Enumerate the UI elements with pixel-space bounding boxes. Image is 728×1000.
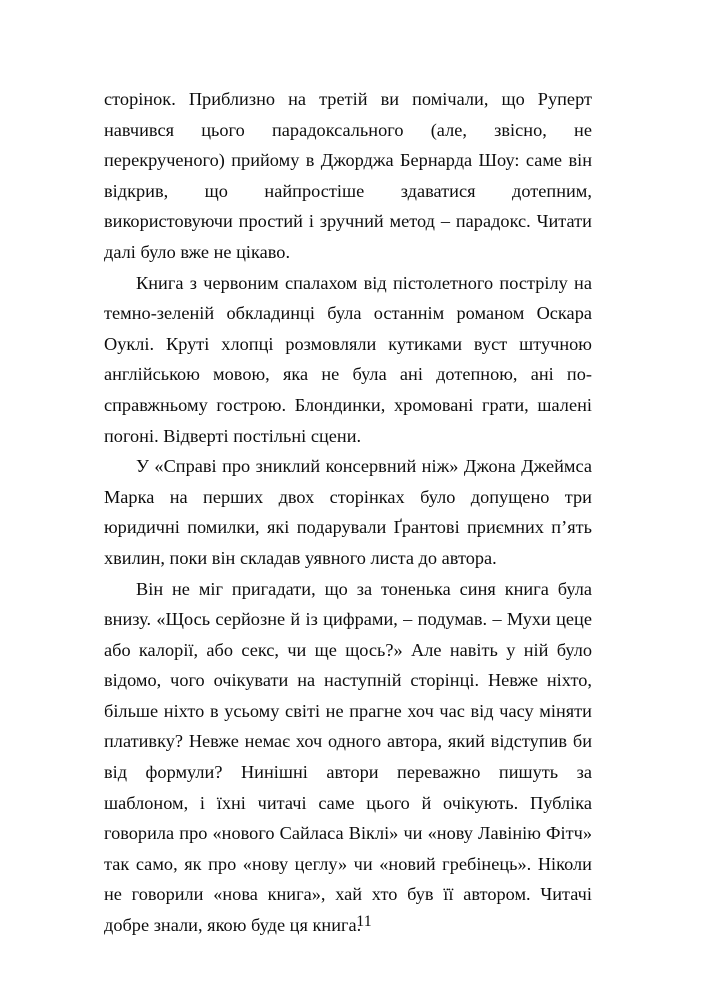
page-number: 11 <box>356 913 372 930</box>
paragraph: Він не міг пригадати, що за тоненька синя книга була внизу. «Щось серйозне й із цифрами, – подумав. – Мухи цеце або калорії, або секс, чи ще щось?» Але навіть у ній було відомо, чого очікувати на наступній сторінці. Невже ніхто, більше ніхто в усьому світі не прагне хоч час від часу міняти плативку? Невже немає хоч одного автора, який відступив би від формули? Нинішні автори переважно пишуть за шаблоном, і їхні читачі саме цього й очікують. Публіка говорила про «нового Сайласа Віклі» чи «нову Лавінію Фітч» так само, як про «нову цеглу» чи «новий гребінець». Ніколи не говорили «нова книга», хай хто був її автором. Читачі добре знали, якою буде ця книга. <box>104 578 592 936</box>
paragraph: Книга з червоним спалахом від пістолетного пострілу на темно-зеленій обкладинці була останнім романом Оскара Оуклі. Круті хлопці розмовляли кутиками вуст штучною англійською мовою, яка не була ані дотепною, ані по-справжньому гострою. Блондинки, хромовані грати, шалені погоні. Відверті постільні сцени. <box>104 272 592 446</box>
paragraph: сторінок. Приблизно на третій ви помічали, що Руперт навчився цього парадоксального (але, звісно, не перекрученого) прийому в Джорджа Бернарда Шоу: саме він відкрив, що найпростіше здаватися дотепним, використовуючи простий і зручний метод – парадокс. Читати далі було вже не цікаво. <box>104 89 592 262</box>
paragraph: У «Справі про зниклий консервний ніж» Джона Джеймса Марка на перших двох сторінках було допущено три юридичні помилки, які подарували Ґрантові приємних п’ять хвилин, поки він складав уявного листа до автора. <box>104 456 592 568</box>
page-text-column <box>104 84 592 941</box>
